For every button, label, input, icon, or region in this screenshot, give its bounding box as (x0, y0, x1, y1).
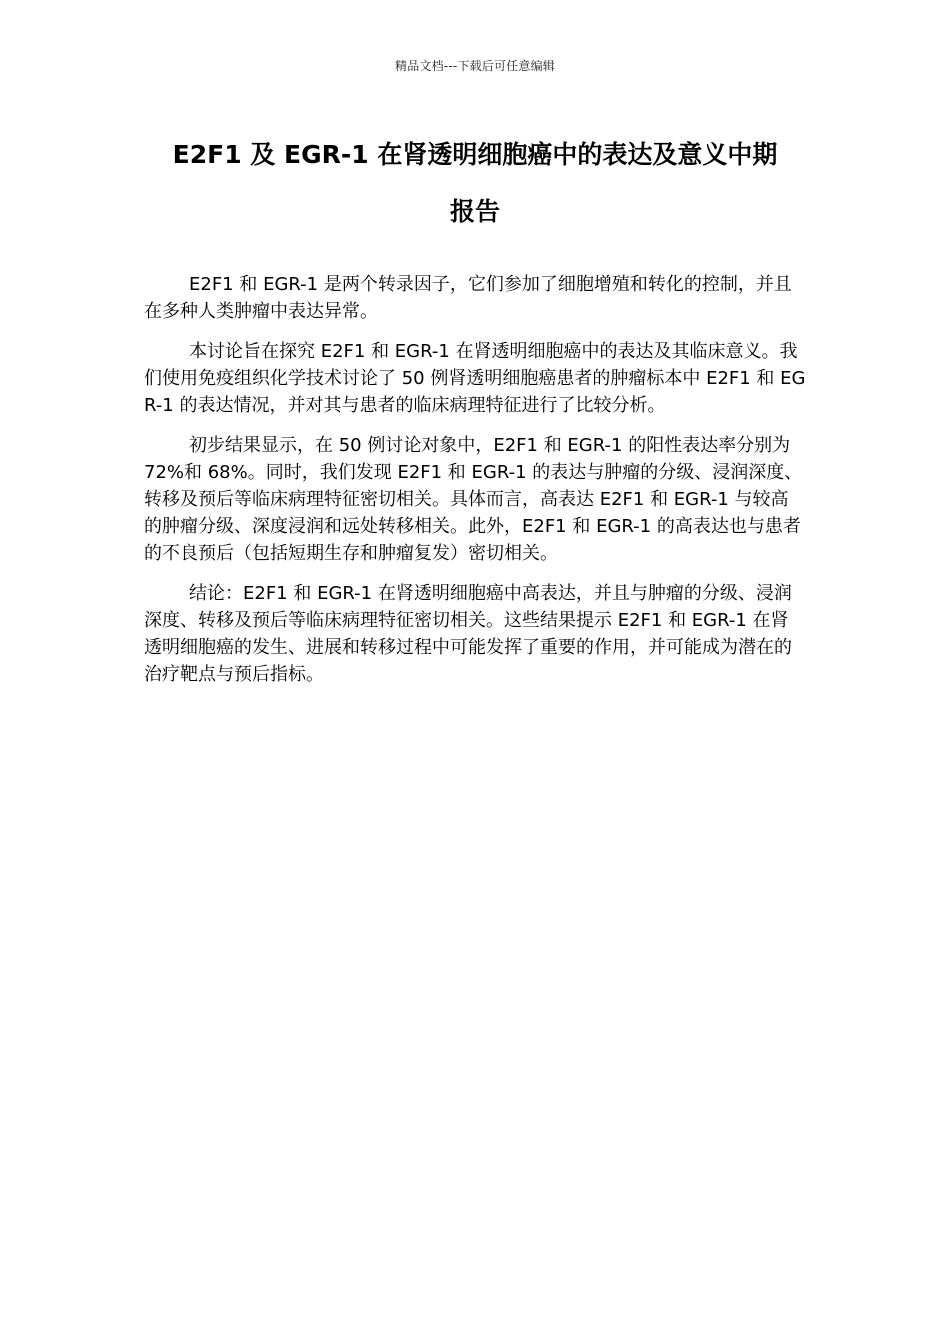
document-body (144, 271, 806, 701)
document-title (120, 126, 830, 240)
page-header: 精品文档---下载后可任意编辑 (395, 59, 555, 73)
paragraph-introduction: E2F1 和 EGR-1 是两个转录因子，它们参加了细胞增殖和转化的控制，并且在多种人类肿瘤中表达异常。 (144, 274, 792, 322)
document-title-line-1: E2F1 及 EGR-1 在肾透明细胞癌中的表达及意义中期 (172, 140, 778, 169)
document-title-line-2: 报告 (449, 197, 500, 226)
paragraph-conclusion: 结论：E2F1 和 EGR-1 在肾透明细胞癌中高表达，并且与肿瘤的分级、浸润深度、转移及预后等临床病理特征密切相关。这些结果提示 E2F1 和 EGR-1 在肾透明细胞癌的发生、进展和转移过程中可能发挥了重要的作用，并可能成为潜在的治疗靶点与预后指标。 (144, 583, 792, 685)
paragraph-results: 初步结果显示，在 50 例讨论对象中，E2F1 和 EGR-1 的阳性表达率分别为 72%和 68%。同时，我们发现 E2F1 和 EGR-1 的表达与肿瘤的分级、浸润深度、转移及预后等临床病理特征密切相关。具体而言，高表达 E2F1 和 EGR-1 与较高的肿瘤分级、深度浸润和远处转移相关。此外，E2F1 和 EGR-1 的高表达也与患者的不良预后（包括短期生存和肿瘤复发）密切相关。 (144, 435, 803, 564)
paragraph-methods: 本讨论旨在探究 E2F1 和 EGR-1 在肾透明细胞癌中的表达及其临床意义。我们使用免疫组织化学技术讨论了 50 例肾透明细胞癌患者的肿瘤标本中 E2F1 和 EGR-1 的表达情况，并对其与患者的临床病理特征进行了比较分析。 (144, 341, 806, 416)
